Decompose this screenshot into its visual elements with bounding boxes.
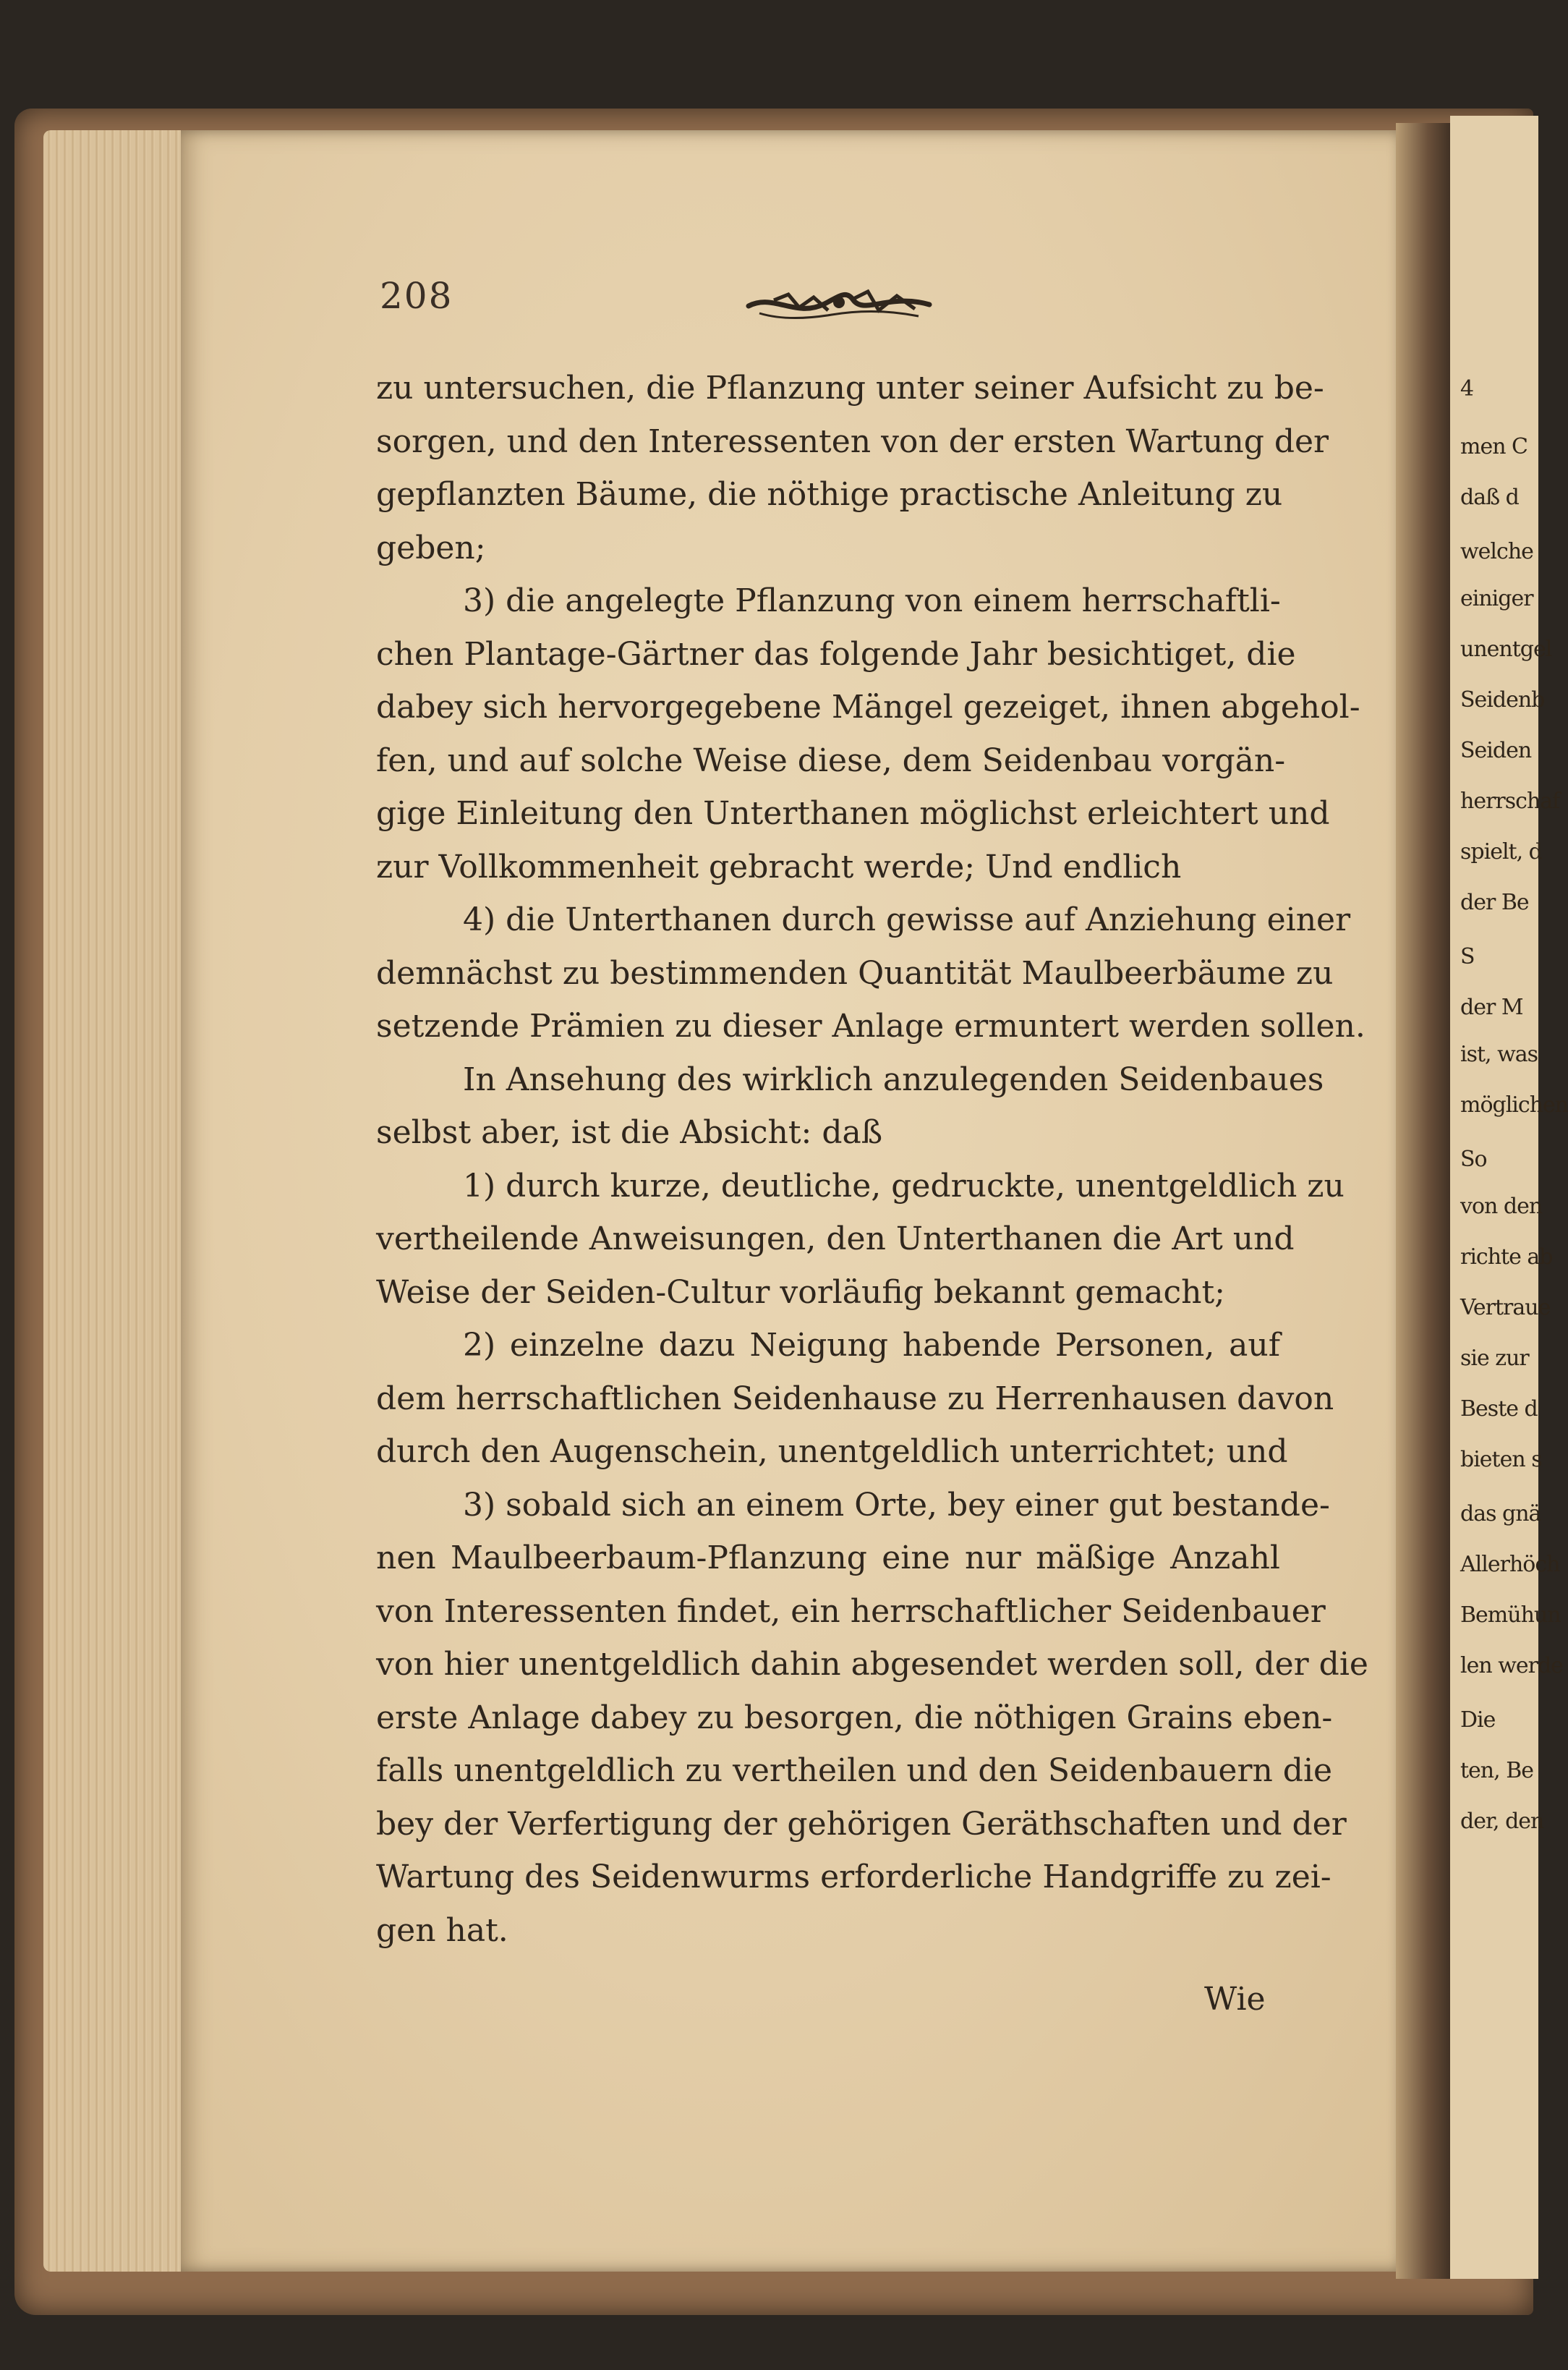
next-page-fragment: 4 bbox=[1460, 376, 1474, 402]
next-page-fragment: S bbox=[1460, 944, 1475, 969]
text-line: In Ansehung des wirklich anzulegenden Seidenbaues bbox=[463, 1061, 1324, 1098]
text-line: gepflanzten Bäume, die nöthige practische Anleitung zu bbox=[376, 476, 1283, 513]
next-page-fragment: ten, Be bbox=[1460, 1758, 1534, 1783]
text-line: setzende Prämien zu dieser Anlage ermuntert werden sollen. bbox=[376, 1008, 1365, 1045]
page-edges bbox=[43, 130, 188, 2272]
text-line: erste Anlage dabey zu besorgen, die nöthigen Grains eben‑ bbox=[376, 1699, 1333, 1736]
next-page-fragment: der M bbox=[1460, 995, 1523, 1020]
text-line: fen, und auf solche Weise diese, dem Seidenbau vorgän‑ bbox=[376, 742, 1286, 779]
next-page-fragment: Beste d bbox=[1460, 1396, 1538, 1422]
text-line: geben; bbox=[376, 529, 486, 566]
text-line: dem herrschaftlichen Seidenhause zu Herrenhausen davon bbox=[376, 1380, 1334, 1417]
text-line: dabey sich hervorgegebene Mängel gezeiget, ihnen abgehol‑ bbox=[376, 689, 1360, 726]
next-page-fragment: einiger bbox=[1460, 586, 1533, 611]
catchword: Wie bbox=[1204, 1981, 1266, 2018]
text-line: 2) einzelne dazu Neigung habende Personen, auf bbox=[463, 1327, 1280, 1364]
next-page-fragment: Allerhöch bbox=[1460, 1552, 1560, 1577]
next-page-fragment: Bemühun bbox=[1460, 1602, 1561, 1628]
next-page-fragment: Seiden bbox=[1460, 738, 1532, 763]
page-number: 208 bbox=[380, 275, 453, 317]
text-line: zur Vollkommenheit gebracht werde; Und endlich bbox=[376, 848, 1182, 885]
text-line: chen Plantage‑Gärtner das folgende Jahr besichtiget, die bbox=[376, 635, 1296, 673]
next-page-fragment: das gnä bbox=[1460, 1501, 1541, 1526]
next-page-fragment: der Be bbox=[1460, 890, 1529, 915]
text-line: vertheilende Anweisungen, den Unterthanen die Art und bbox=[376, 1220, 1295, 1257]
text-line: von hier unentgeldlich dahin abgesendet werden soll, der die bbox=[376, 1646, 1368, 1683]
text-line: von Interessenten findet, ein herrschaftlicher Seidenbauer bbox=[376, 1592, 1326, 1630]
next-page-fragment: Vertraue bbox=[1460, 1295, 1551, 1320]
next-page-fragment: sie zur bbox=[1460, 1346, 1529, 1371]
next-page-fragment: Die bbox=[1460, 1707, 1496, 1733]
next-page-fragment: men C bbox=[1460, 434, 1528, 459]
headpiece-ornament-icon bbox=[745, 279, 933, 329]
text-line: gige Einleitung den Unterthanen möglichst erleichtert und bbox=[376, 795, 1330, 832]
next-page-fragment: spielt, d bbox=[1460, 839, 1542, 865]
next-page-fragment: Seidenb bbox=[1460, 687, 1545, 713]
body-text bbox=[376, 362, 1368, 1957]
text-line: Weise der Seiden‑Cultur vorläufig bekannt gemacht; bbox=[376, 1273, 1225, 1311]
text-line: sorgen, und den Interessenten von der ersten Wartung der bbox=[376, 422, 1329, 460]
next-page-fragment: ist, was bbox=[1460, 1042, 1538, 1067]
next-page-fragment: richte ab bbox=[1460, 1244, 1553, 1270]
text-line: selbst aber, ist die Absicht: daß bbox=[376, 1114, 883, 1151]
book-gutter bbox=[1396, 123, 1454, 2279]
next-page-fragment: der, den bbox=[1460, 1809, 1544, 1834]
text-line: 3) die angelegte Pflanzung von einem herrschaftli‑ bbox=[463, 582, 1281, 619]
next-page-fragment: herrschaf bbox=[1460, 789, 1560, 814]
right-page-fragment bbox=[1450, 116, 1568, 2279]
text-line: falls unentgeldlich zu vertheilen und den Seidenbauern die bbox=[376, 1752, 1333, 1789]
next-page-fragment: welche bbox=[1460, 539, 1533, 564]
next-page-fragment: von den bbox=[1460, 1194, 1543, 1219]
text-line: 1) durch kurze, deutliche, gedruckte, unentgeldlich zu bbox=[463, 1167, 1345, 1205]
text-line: Wartung des Seidenwurms erforderliche Handgriffe zu zei‑ bbox=[376, 1859, 1331, 1895]
text-line: bey der Verfertigung der gehörigen Geräthschaften und der bbox=[376, 1805, 1347, 1843]
text-line: 4) die Unterthanen durch gewisse auf Anziehung einer bbox=[463, 901, 1351, 938]
next-page-fragment: So bbox=[1460, 1147, 1487, 1172]
text-line: durch den Augenschein, unentgeldlich unterrichtet; und bbox=[376, 1433, 1288, 1470]
text-line: nen Maulbeerbaum‑Pflanzung eine nur mäßige Anzahl bbox=[376, 1539, 1280, 1576]
text-line: gen hat. bbox=[376, 1911, 508, 1949]
text-line: 3) sobald sich an einem Orte, bey einer gut bestande‑ bbox=[463, 1486, 1330, 1524]
text-line: zu untersuchen, die Pflanzung unter seiner Aufsicht zu be‑ bbox=[376, 370, 1324, 407]
text-line: demnächst zu bestimmenden Quantität Maulbeerbäume zu bbox=[376, 954, 1334, 992]
next-page-fragment: len werde bbox=[1460, 1653, 1563, 1678]
next-page-fragment: daß d bbox=[1460, 485, 1519, 510]
next-page-fragment: unentgel bbox=[1460, 637, 1552, 662]
next-page-fragment: bieten s bbox=[1460, 1447, 1542, 1472]
next-page-fragment: möglichen bbox=[1460, 1092, 1568, 1118]
